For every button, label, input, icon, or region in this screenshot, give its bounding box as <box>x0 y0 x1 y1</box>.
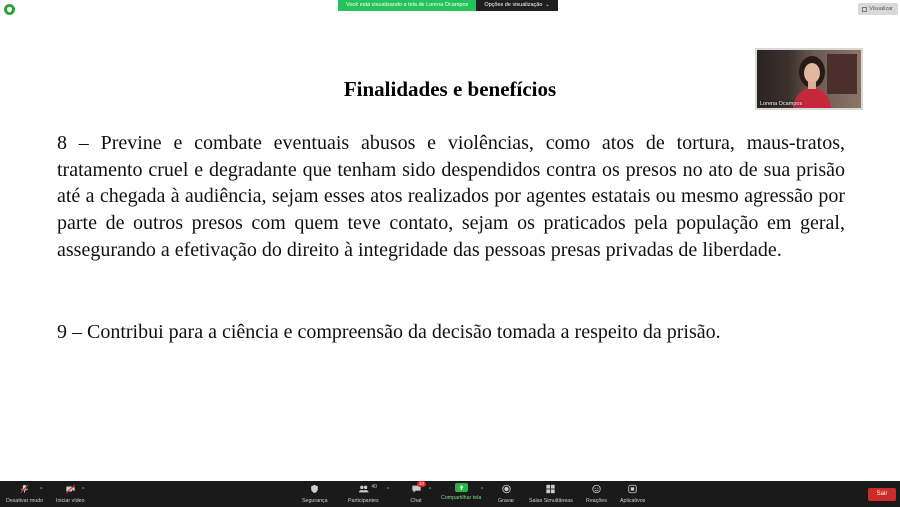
smiley-icon <box>589 483 603 495</box>
video-options-caret-icon[interactable]: ^ <box>82 487 85 493</box>
chat-bubble-icon <box>409 483 423 495</box>
chat-label: Chat <box>410 498 422 504</box>
chevron-down-icon: ⌄ <box>545 2 550 8</box>
mute-label: Desativar mudo <box>6 498 44 504</box>
record-icon <box>499 483 513 495</box>
share-screen-icon <box>455 483 468 492</box>
microphone-muted-icon <box>18 483 32 495</box>
start-video-button[interactable] <box>56 483 85 504</box>
meeting-toolbar <box>0 481 900 507</box>
participants-icon <box>356 483 377 495</box>
apps-button[interactable] <box>620 483 645 504</box>
view-options-button[interactable] <box>476 0 557 11</box>
security-label: Segurança <box>302 498 328 504</box>
security-shield-icon[interactable] <box>4 4 15 15</box>
participants-button[interactable] <box>348 483 379 504</box>
breakout-rooms-icon <box>544 483 558 495</box>
slide-paragraph-9: 9 – Contribui para a ciência e compreensão da decisão tomada a respeito da prisão. <box>57 321 721 343</box>
apps-icon <box>626 483 640 495</box>
participants-caret-icon[interactable]: ^ <box>387 487 390 493</box>
grid-icon <box>862 7 867 12</box>
reactions-label: Reações <box>586 498 607 504</box>
view-options-label: Opções de visualização <box>484 2 543 8</box>
viewing-screen-text: Você está visualizando a tela de Lorena Ocampos <box>338 0 476 11</box>
chat-caret-icon[interactable]: ^ <box>429 487 432 493</box>
participant-figure <box>787 54 837 108</box>
share-options-caret-icon[interactable]: ^ <box>481 487 484 493</box>
slide-title: Finalidades e benefícios <box>343 77 557 101</box>
chat-button[interactable] <box>409 483 423 504</box>
breakout-rooms-label: Salas Simultâneas <box>529 498 573 504</box>
participants-label: Participantes <box>348 498 379 504</box>
participant-name: Lorena Ocampos <box>760 101 803 107</box>
leave-meeting-button[interactable]: Sair <box>868 488 896 501</box>
mute-button[interactable] <box>6 483 43 504</box>
reactions-button[interactable] <box>586 483 607 504</box>
view-button-label: Visualizar <box>869 6 893 12</box>
record-label: Gravar <box>498 498 515 504</box>
slide-paragraph-8: 8 – Previne e combate eventuais abusos e violências, como atos de tortura, maus-tratos, tratamento cruel e degradante que tenham sido despendidos contra os presos no ato de sua prisão até a chegada à audiência, sejam esses atos realizados por agentes estatais ou mesmo agressão por parte de outros presos com quem teve contato, sejam os praticados pela população em geral, assegurando a efetivação do direito à integridade das pessoas presas privadas de liberdade. <box>57 132 845 261</box>
share-screen-label: Compartilhar tela <box>441 495 482 501</box>
shield-icon <box>308 483 322 495</box>
chat-badge: 10 <box>419 481 425 486</box>
participant-video-thumbnail[interactable] <box>755 48 863 110</box>
participants-count: 40 <box>371 484 377 490</box>
start-video-label: Iniciar vídeo <box>56 498 85 504</box>
record-button[interactable] <box>498 483 514 504</box>
share-screen-button[interactable] <box>441 483 484 501</box>
security-button[interactable] <box>302 483 328 504</box>
video-camera-off-icon <box>63 483 77 495</box>
mute-options-caret-icon[interactable]: ^ <box>40 487 43 493</box>
breakout-rooms-button[interactable] <box>529 483 573 504</box>
view-button[interactable] <box>858 3 898 15</box>
screen-share-banner <box>338 0 558 11</box>
apps-label: Aplicativos <box>620 498 646 504</box>
